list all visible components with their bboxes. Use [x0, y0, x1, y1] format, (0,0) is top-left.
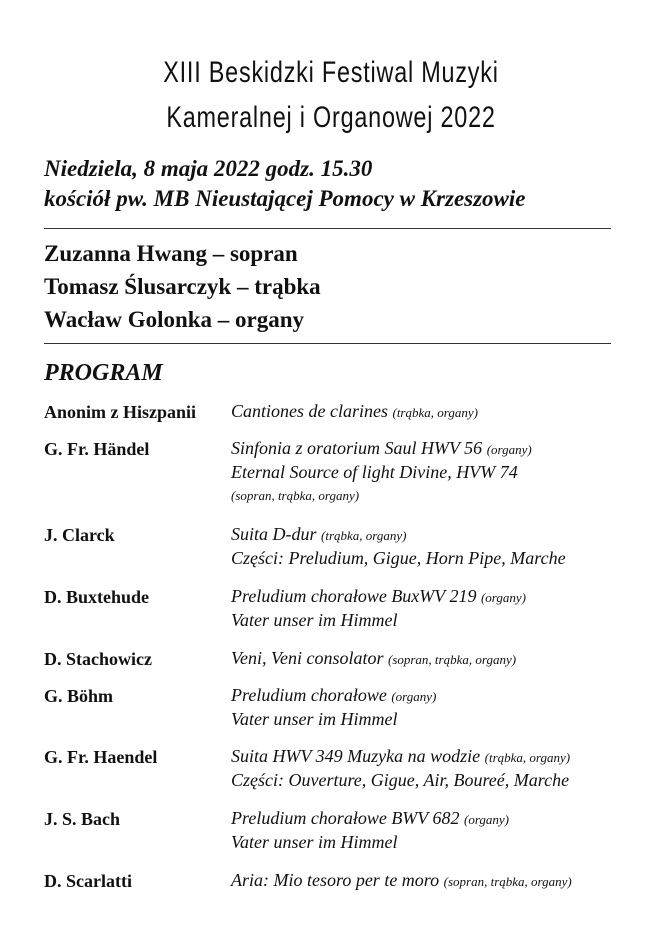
- work-title: Vater unser im Himmel: [231, 610, 398, 630]
- work-instruments: (sopran, trąbka, organy): [387, 652, 517, 667]
- work-title: Części: Preludium, Gigue, Horn Pipe, Marche: [231, 548, 566, 568]
- program-work: [231, 437, 532, 507]
- work-instruments: (organy): [480, 590, 526, 605]
- program-work: [231, 523, 566, 570]
- event-place: kościół pw. MB Nieustającej Pomocy w Krzeszowie: [44, 186, 526, 211]
- work-line: [231, 585, 526, 609]
- event-date-time: Niedziela, 8 maja 2022 godz. 15.30: [44, 156, 373, 181]
- work-title: Preludium chorałowe BWV 682: [231, 808, 460, 828]
- program-work: [231, 647, 516, 671]
- work-line: [231, 437, 532, 461]
- work-line: [231, 400, 478, 424]
- work-line: [231, 547, 566, 570]
- work-line: [231, 523, 566, 547]
- work-line: [231, 484, 532, 507]
- work-title: Suita D-dur: [231, 524, 317, 544]
- program-composer: D. Stachowicz: [44, 649, 152, 669]
- program-composer: J. S. Bach: [44, 809, 121, 829]
- work-title: Vater unser im Himmel: [231, 832, 398, 852]
- program-work: [231, 807, 509, 854]
- program-composer: G. Fr. Haendel: [44, 747, 158, 767]
- work-instruments: (sopran, trąbka, organy): [443, 874, 572, 889]
- work-title: Preludium chorałowe BuxWV 219: [231, 586, 477, 606]
- work-title: Suita HWV 349 Muzyka na wodzie: [231, 746, 481, 766]
- work-line: [231, 461, 532, 484]
- work-instruments: (organy): [486, 442, 532, 457]
- work-instruments: (sopran, trąbka, organy): [231, 488, 360, 503]
- performer-organy: Wacław Golonka – organy: [44, 307, 305, 332]
- program-composer: D. Buxtehude: [44, 587, 150, 607]
- work-line: [231, 609, 526, 632]
- work-line: [231, 708, 436, 731]
- festival-title-line2: Kameralnej i Organowej 2022: [166, 101, 496, 134]
- program-composer: G. Fr. Händel: [44, 439, 150, 459]
- work-line: [231, 745, 570, 769]
- program-composer: G. Böhm: [44, 686, 114, 706]
- work-instruments: (organy): [463, 812, 509, 827]
- program-work: [231, 745, 570, 792]
- program-composer: J. Clarck: [44, 525, 115, 545]
- performer-trabka: Tomasz Ślusarczyk – trąbka: [44, 274, 321, 299]
- work-instruments: (organy): [391, 689, 437, 704]
- work-line: [231, 769, 570, 792]
- work-line: [231, 869, 572, 893]
- festival-title-line1: XIII Beskidzki Festiwal Muzyki: [163, 56, 499, 89]
- program-heading: PROGRAM: [44, 360, 163, 386]
- program-work: [231, 585, 526, 632]
- work-line: [231, 647, 516, 671]
- divider-top: [44, 228, 611, 229]
- divider-bottom: [44, 343, 611, 344]
- program-composer: Anonim z Hiszpanii: [44, 402, 197, 422]
- work-line: [231, 831, 509, 854]
- work-title: Aria: Mio tesoro per te moro: [231, 870, 440, 890]
- work-line: [231, 684, 436, 708]
- work-title: Veni, Veni consolator: [231, 648, 384, 668]
- work-title: Preludium chorałowe: [231, 685, 387, 705]
- program-work: [231, 869, 572, 893]
- program-work: [231, 684, 436, 731]
- work-title: Części: Ouverture, Gigue, Air, Boureé, Marche: [231, 770, 570, 790]
- work-instruments: (trąbka, organy): [484, 750, 571, 765]
- work-instruments: (trąbka, organy): [392, 405, 478, 420]
- work-title: Vater unser im Himmel: [231, 709, 398, 729]
- work-title: Eternal Source of light Divine, HVW 74: [231, 462, 518, 482]
- work-title: Sinfonia z oratorium Saul HWV 56: [231, 438, 483, 458]
- work-instruments: (trąbka, organy): [321, 528, 407, 543]
- performer-sopran: Zuzanna Hwang – sopran: [44, 241, 298, 266]
- program-composer: D. Scarlatti: [44, 871, 132, 891]
- program-work: [231, 400, 478, 424]
- work-line: [231, 807, 509, 831]
- work-title: Cantiones de clarines: [231, 401, 388, 421]
